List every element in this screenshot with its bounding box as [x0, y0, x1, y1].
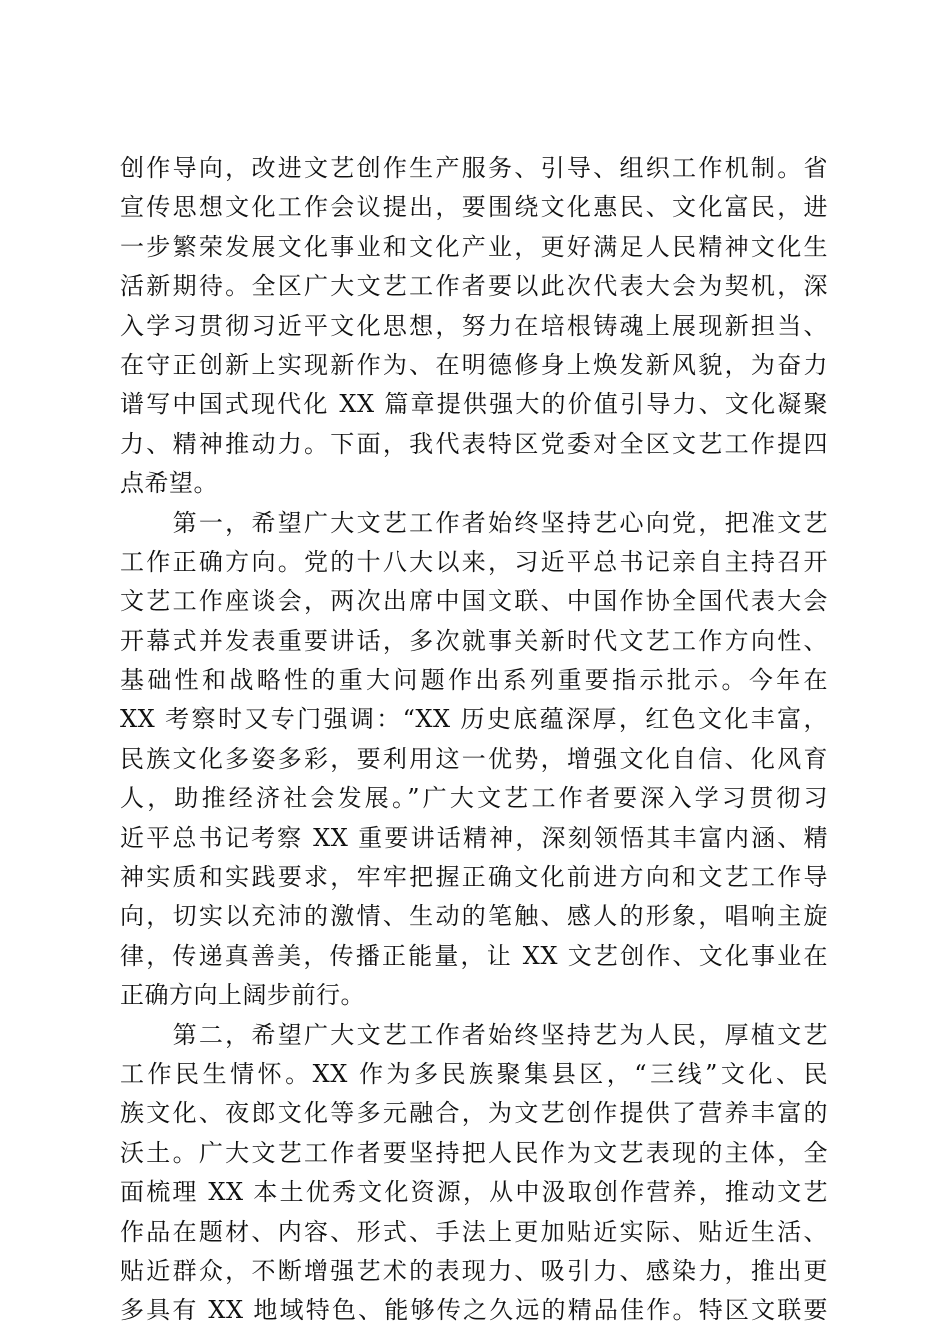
text-line: 向，切实以充沛的激情、生动的笔触、感人的形象，唱响主旋: [120, 902, 828, 931]
text-line: 正确方向上阔步前行。: [120, 981, 365, 1010]
text-line: 一步繁荣发展文化事业和文化产业，更好满足人民精神文化生: [120, 232, 828, 261]
body-text: [120, 149, 828, 1331]
text-line: 第二，希望广大文艺工作者始终坚持艺为人民，厚植文艺: [120, 1020, 828, 1049]
paragraph-2: [120, 504, 828, 1016]
text-line: 近平总书记考察 XX 重要讲话精神，深刻领悟其丰富内涵、精: [120, 823, 828, 852]
text-line: 沃土。广大文艺工作者要坚持把人民作为文艺表现的主体，全: [120, 1138, 828, 1167]
text-line: 工作民生情怀。XX 作为多民族聚集县区，“三线”文化、民: [120, 1059, 828, 1088]
text-line: 基础性和战略性的重大问题作出系列重要指示批示。今年在: [120, 666, 828, 695]
text-line: 多具有 XX 地域特色、能够传之久远的精品佳作。特区文联要: [120, 1296, 828, 1325]
text-line: 第一，希望广大文艺工作者始终坚持艺心向党，把准文艺: [120, 508, 828, 537]
text-line: 开幕式并发表重要讲话，多次就事关新时代文艺工作方向性、: [120, 626, 828, 655]
text-line: 面梳理 XX 本土优秀文化资源，从中汲取创作营养，推动文艺: [120, 1178, 828, 1207]
paragraph-3: [120, 1016, 828, 1331]
text-line: 力、精神推动力。下面，我代表特区党委对全区文艺工作提四: [120, 429, 828, 458]
text-line: 活新期待。全区广大文艺工作者要以此次代表大会为契机，深: [120, 272, 828, 301]
text-line: 贴近群众，不断增强艺术的表现力、吸引力、感染力，推出更: [120, 1256, 828, 1285]
text-line: 在守正创新上实现新作为、在明德修身上焕发新风貌，为奋力: [120, 350, 828, 379]
text-line: 创作导向，改进文艺创作生产服务、引导、组织工作机制。省: [120, 154, 828, 182]
paragraph-1: [120, 149, 828, 504]
text-line: 入学习贯彻习近平文化思想，努力在培根铸魂上展现新担当、: [120, 311, 828, 340]
text-line: 谱写中国式现代化 XX 篇章提供强大的价值引导力、文化凝聚: [120, 390, 828, 419]
text-line: 民族文化多姿多彩，要利用这一优势，增强文化自信、化风育: [120, 744, 828, 773]
text-line: 工作正确方向。党的十八大以来，习近平总书记亲自主持召开: [120, 547, 828, 576]
text-line: 作品在题材、内容、形式、手法上更加贴近实际、贴近生活、: [120, 1217, 828, 1246]
text-line: 宣传思想文化工作会议提出，要围绕文化惠民、文化富民，进: [120, 193, 828, 222]
text-line: XX 考察时又专门强调：“XX 历史底蕴深厚，红色文化丰富，: [120, 705, 828, 734]
text-line: 律，传递真善美，传播正能量，让 XX 文艺创作、文化事业在: [120, 941, 828, 970]
text-line: 文艺工作座谈会，两次出席中国文联、中国作协全国代表大会: [120, 587, 828, 616]
text-line: 族文化、夜郎文化等多元融合，为文艺创作提供了营养丰富的: [120, 1099, 828, 1128]
text-line: 点希望。: [120, 469, 218, 498]
text-line: 人，助推经济社会发展。”广大文艺工作者要深入学习贯彻习: [120, 784, 828, 813]
text-line: 神实质和实践要求，牢牢把握正确文化前进方向和文艺工作导: [120, 863, 828, 892]
